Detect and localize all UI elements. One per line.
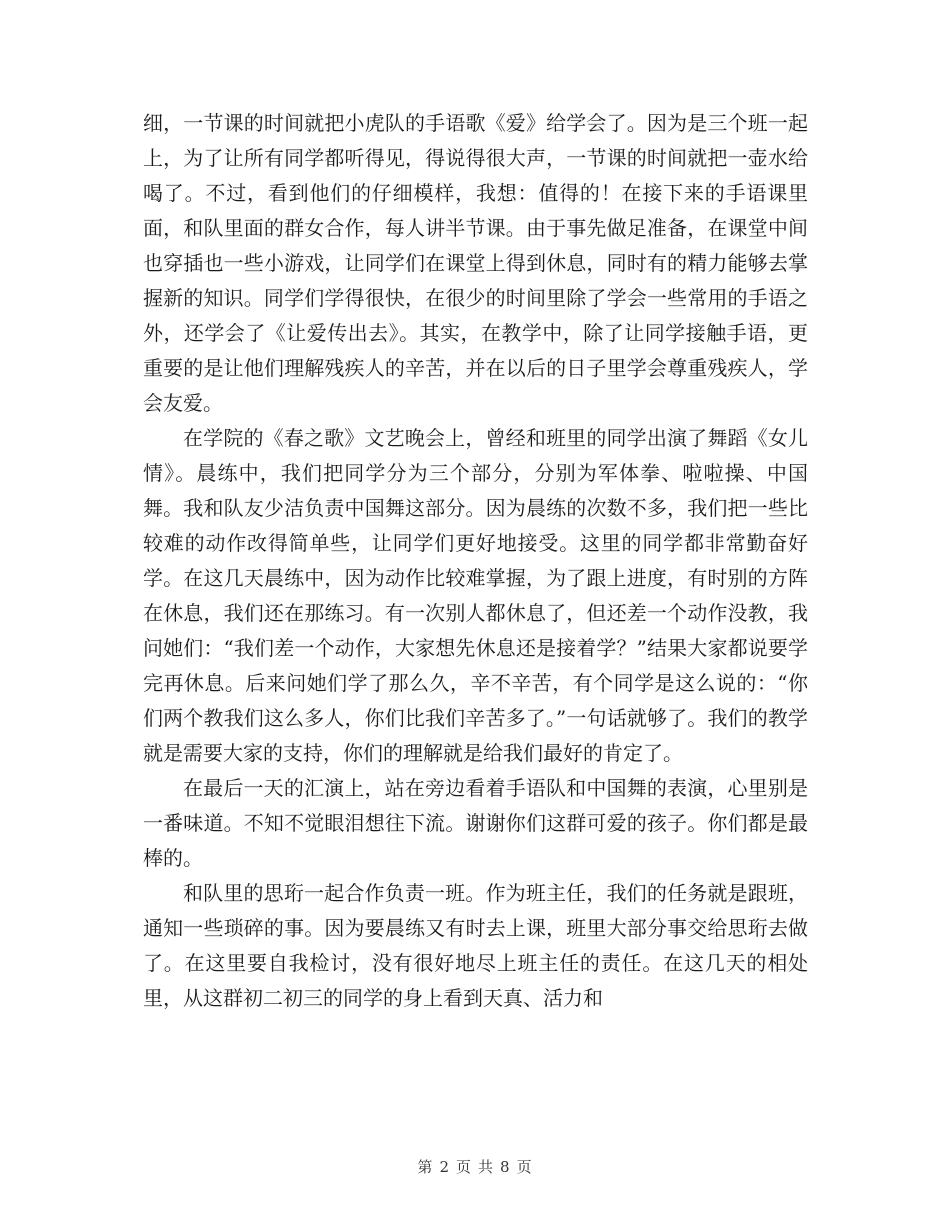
paragraph-3: 在最后一天的汇演上，站在旁边看着手语队和中国舞的表演，心里别是一番味道。不知不觉眼泪想往下流。谢谢你们这群可爱的孩子。你们都是最棒的。 <box>143 776 808 870</box>
footer-total-word: 共 <box>478 1158 495 1176</box>
document-body <box>143 106 808 1016</box>
footer-suffix: 页 <box>516 1158 533 1176</box>
footer-current-page: 2 <box>439 1158 450 1176</box>
page-footer <box>0 1156 950 1177</box>
footer-prefix: 第 <box>417 1158 434 1176</box>
footer-total-pages: 8 <box>500 1158 511 1176</box>
paragraph-1: 细，一节课的时间就把小虎队的手语歌《爱》给学会了。因为是三个班一起上，为了让所有同学都听得见，得说得很大声，一节课的时间就把一壶水给喝了。不过，看到他们的仔细模样，我想：值得的！在接下来的手语课里面，和队里面的群女合作，每人讲半节课。由于事先做足准备，在课堂中间也穿插也一些小游戏，让同学们在课堂上得到休息，同时有的精力能够去掌握新的知识。同学们学得很快，在很少的时间里除了学会一些常用的手语之外，还学会了《让爱传出去》。其实，在教学中，除了让同学接触手语，更重要的是让他们理解残疾人的辛苦，并在以后的日子里学会尊重残疾人，学会友爱。 <box>143 111 808 415</box>
paragraph-4: 和队里的思珩一起合作负责一班。作为班主任，我们的任务就是跟班，通知一些琐碎的事。因为要晨练又有时去上课，班里大部分事交给思珩去做了。在这里要自我检讨，没有很好地尽上班主任的责任。在这几天的相处里，从这群初二初三的同学的身上看到天真、活力和 <box>143 881 808 1010</box>
footer-page-word: 页 <box>455 1158 472 1176</box>
paragraph-2: 在学院的《春之歌》文艺晚会上，曾经和班里的同学出演了舞蹈《女儿情》。晨练中，我们把同学分为三个部分，分别为军体拳、啦啦操、中国舞。我和队友少洁负责中国舞这部分。因为晨练的次数不多，我们把一些比较难的动作改得简单些，让同学们更好地接受。这里的同学都非常勤奋好学。在这几天晨练中，因为动作比较难掌握，为了跟上进度，有时别的方阵在休息，我们还在那练习。有一次别人都休息了，但还差一个动作没教，我问她们：“我们差一个动作，大家想先休息还是接着学？”结果大家都说要学完再休息。后来问她们学了那么久，辛不辛苦，有个同学是这么说的：“你们两个教我们这么多人，你们比我们辛苦多了。”一句话就够了。我们的教学就是需要大家的支持，你们的理解就是给我们最好的肯定了。 <box>143 426 808 765</box>
